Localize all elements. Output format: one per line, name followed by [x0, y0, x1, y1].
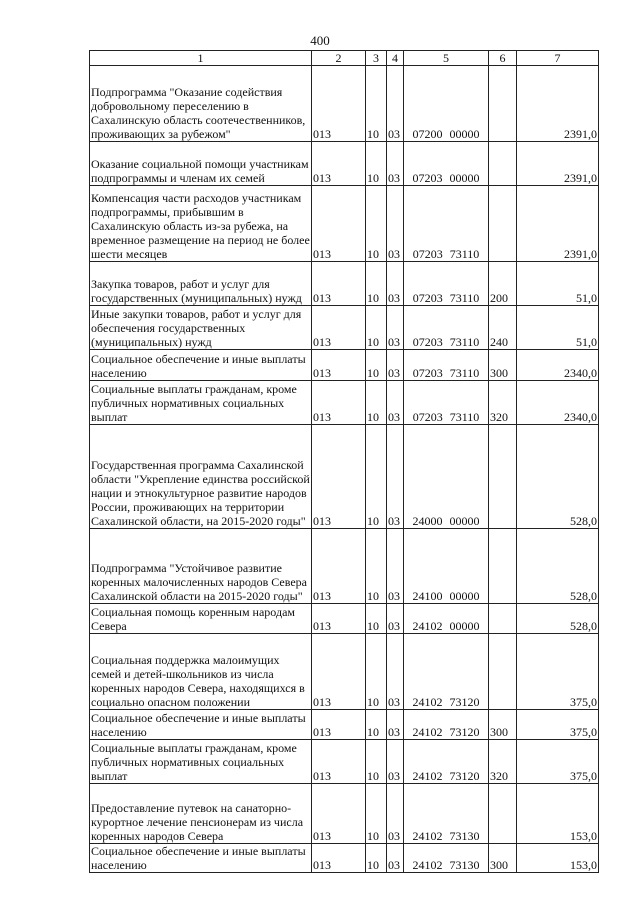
row-expense-type-cell: 300 — [489, 350, 517, 381]
row-name-cell: Государственная программа Сахалинской области "Укрепление единства российской нации и этнокультурное развитие народов России, проживающих на территории Сахалинской области, на 2015-2020 годы" — [90, 425, 312, 529]
row-amount-cell: 2340,0 — [517, 381, 599, 425]
header-cell-3: 3 — [366, 51, 387, 66]
row-amount-cell: 2391,0 — [517, 66, 599, 142]
row-target-article-cell: 24102 73130 — [404, 844, 489, 873]
row-amount-cell: 2340,0 — [517, 350, 599, 381]
row-section-cell: 10 — [366, 740, 387, 784]
table-row — [90, 142, 599, 186]
row-section-cell: 10 — [366, 186, 387, 262]
table-row — [90, 529, 599, 604]
table-row — [90, 425, 599, 529]
row-code-cell: 013 — [312, 710, 366, 740]
table-row — [90, 186, 599, 262]
row-expense-type-cell: 300 — [489, 844, 517, 873]
row-code-cell: 013 — [312, 604, 366, 634]
row-name-cell: Социальные выплаты гражданам, кроме публичных нормативных социальных выплат — [90, 381, 312, 425]
row-code-cell: 013 — [312, 529, 366, 604]
row-subsection-cell: 03 — [387, 306, 404, 350]
row-section-cell: 10 — [366, 262, 387, 306]
header-cell-1: 1 — [90, 51, 312, 66]
row-code-cell: 013 — [312, 306, 366, 350]
row-target-article-cell: 07200 00000 — [404, 66, 489, 142]
table-row — [90, 262, 599, 306]
row-code-cell: 013 — [312, 844, 366, 873]
row-code-cell: 013 — [312, 350, 366, 381]
row-section-cell: 10 — [366, 350, 387, 381]
row-target-article-cell: 07203 73110 — [404, 306, 489, 350]
row-name-cell: Закупка товаров, работ и услуг для государственных (муниципальных) нужд — [90, 262, 312, 306]
row-name-cell: Подпрограмма "Оказание содействия добровольному переселению в Сахалинскую область соотечественников, проживающих за рубежом" — [90, 66, 312, 142]
row-subsection-cell: 03 — [387, 634, 404, 710]
header-cell-7: 7 — [517, 51, 599, 66]
row-amount-cell: 153,0 — [517, 784, 599, 844]
table-row — [90, 381, 599, 425]
row-section-cell: 10 — [366, 381, 387, 425]
row-code-cell: 013 — [312, 186, 366, 262]
row-amount-cell: 528,0 — [517, 425, 599, 529]
row-target-article-cell: 07203 73110 — [404, 381, 489, 425]
row-subsection-cell: 03 — [387, 710, 404, 740]
row-subsection-cell: 03 — [387, 844, 404, 873]
row-section-cell: 10 — [366, 634, 387, 710]
row-subsection-cell: 03 — [387, 142, 404, 186]
row-target-article-cell: 24100 00000 — [404, 529, 489, 604]
row-target-article-cell: 24102 73130 — [404, 784, 489, 844]
row-amount-cell: 375,0 — [517, 740, 599, 784]
row-name-cell: Предоставление путевок на санаторно-курортное лечение пенсионерам из числа коренных народов Севера — [90, 784, 312, 844]
row-name-cell: Иные закупки товаров, работ и услуг для обеспечения государственных (муниципальных) нужд — [90, 306, 312, 350]
row-section-cell: 10 — [366, 844, 387, 873]
row-name-cell: Социальное обеспечение и иные выплаты населению — [90, 844, 312, 873]
row-expense-type-cell: 320 — [489, 381, 517, 425]
row-code-cell: 013 — [312, 66, 366, 142]
header-cell-4: 4 — [387, 51, 404, 66]
row-target-article-cell: 24102 00000 — [404, 604, 489, 634]
row-subsection-cell: 03 — [387, 529, 404, 604]
row-section-cell: 10 — [366, 425, 387, 529]
row-name-cell: Социальное обеспечение и иные выплаты населению — [90, 350, 312, 381]
table-row — [90, 66, 599, 142]
row-subsection-cell: 03 — [387, 604, 404, 634]
table-row — [90, 740, 599, 784]
row-expense-type-cell — [489, 604, 517, 634]
row-amount-cell: 528,0 — [517, 529, 599, 604]
row-section-cell: 10 — [366, 142, 387, 186]
row-name-cell: Подпрограмма "Устойчивое развитие коренных малочисленных народов Севера Сахалинской области на 2015-2020 годы" — [90, 529, 312, 604]
row-name-cell: Социальная помощь коренным народам Севера — [90, 604, 312, 634]
row-code-cell: 013 — [312, 262, 366, 306]
row-subsection-cell: 03 — [387, 262, 404, 306]
header-cell-6: 6 — [489, 51, 517, 66]
row-expense-type-cell — [489, 634, 517, 710]
row-code-cell: 013 — [312, 740, 366, 784]
row-amount-cell: 153,0 — [517, 844, 599, 873]
row-name-cell: Компенсация части расходов участникам подпрограммы, прибывшим в Сахалинскую область из-за рубежа, на временное размещение на период не более шести месяцев — [90, 186, 312, 262]
table-row — [90, 604, 599, 634]
row-expense-type-cell — [489, 784, 517, 844]
row-name-cell: Социальное обеспечение и иные выплаты населению — [90, 710, 312, 740]
row-section-cell: 10 — [366, 306, 387, 350]
row-target-article-cell: 24000 00000 — [404, 425, 489, 529]
row-section-cell: 10 — [366, 66, 387, 142]
row-section-cell: 10 — [366, 784, 387, 844]
row-name-cell: Социальные выплаты гражданам, кроме публичных нормативных социальных выплат — [90, 740, 312, 784]
row-expense-type-cell — [489, 425, 517, 529]
row-target-article-cell: 07203 73110 — [404, 350, 489, 381]
row-name-cell: Социальная поддержка малоимущих семей и детей-школьников из числа коренных народов Севера, находящихся в социально опасном положении — [90, 634, 312, 710]
row-target-article-cell: 24102 73120 — [404, 634, 489, 710]
table-row — [90, 634, 599, 710]
row-code-cell: 013 — [312, 381, 366, 425]
row-target-article-cell: 07203 00000 — [404, 142, 489, 186]
row-subsection-cell: 03 — [387, 784, 404, 844]
row-code-cell: 013 — [312, 425, 366, 529]
row-name-cell: Оказание социальной помощи участникам подпрограммы и членам их семей — [90, 142, 312, 186]
header-cell-2: 2 — [312, 51, 366, 66]
row-amount-cell: 51,0 — [517, 306, 599, 350]
row-expense-type-cell — [489, 529, 517, 604]
budget-table — [89, 50, 599, 873]
row-expense-type-cell — [489, 186, 517, 262]
table-row — [90, 784, 599, 844]
row-subsection-cell: 03 — [387, 381, 404, 425]
row-target-article-cell: 24102 73120 — [404, 710, 489, 740]
row-section-cell: 10 — [366, 604, 387, 634]
page-number: 400 — [310, 33, 330, 48]
table-row — [90, 710, 599, 740]
row-target-article-cell: 07203 73110 — [404, 262, 489, 306]
row-amount-cell: 2391,0 — [517, 142, 599, 186]
table-row — [90, 844, 599, 873]
row-subsection-cell: 03 — [387, 350, 404, 381]
row-expense-type-cell — [489, 66, 517, 142]
row-amount-cell: 2391,0 — [517, 186, 599, 262]
table-row — [90, 306, 599, 350]
row-code-cell: 013 — [312, 784, 366, 844]
row-expense-type-cell: 300 — [489, 710, 517, 740]
row-section-cell: 10 — [366, 529, 387, 604]
row-amount-cell: 375,0 — [517, 634, 599, 710]
row-subsection-cell: 03 — [387, 425, 404, 529]
table-header-row — [90, 51, 599, 66]
row-amount-cell: 528,0 — [517, 604, 599, 634]
row-expense-type-cell: 200 — [489, 262, 517, 306]
row-amount-cell: 375,0 — [517, 710, 599, 740]
row-subsection-cell: 03 — [387, 186, 404, 262]
row-subsection-cell: 03 — [387, 66, 404, 142]
row-code-cell: 013 — [312, 142, 366, 186]
row-code-cell: 013 — [312, 634, 366, 710]
header-cell-5: 5 — [404, 51, 489, 66]
row-target-article-cell: 07203 73110 — [404, 186, 489, 262]
row-expense-type-cell — [489, 142, 517, 186]
row-target-article-cell: 24102 73120 — [404, 740, 489, 784]
row-subsection-cell: 03 — [387, 740, 404, 784]
row-amount-cell: 51,0 — [517, 262, 599, 306]
row-expense-type-cell: 320 — [489, 740, 517, 784]
row-expense-type-cell: 240 — [489, 306, 517, 350]
row-section-cell: 10 — [366, 710, 387, 740]
table-row — [90, 350, 599, 381]
